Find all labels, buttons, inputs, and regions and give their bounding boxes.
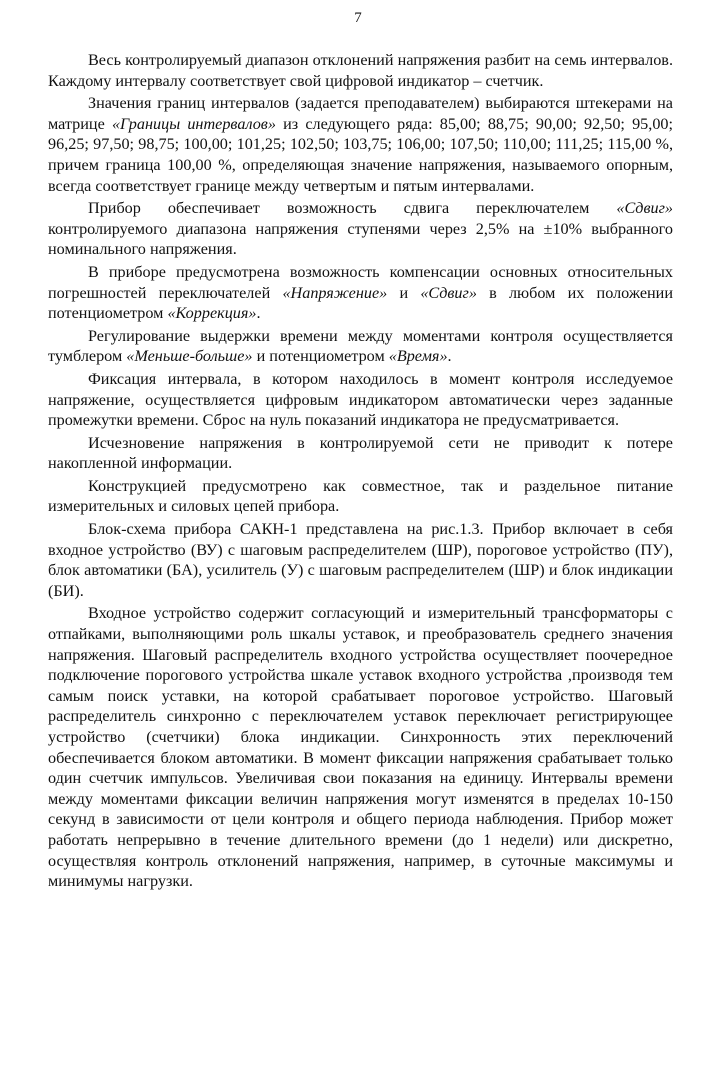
text-run: в любом их положении потенциометром — [48, 283, 673, 323]
italic-term: «Напряжение» — [282, 283, 388, 302]
text-run: Исчезновение напряжения в контролируемой сети не приводит к потере накопленной информации. — [48, 433, 673, 473]
text-run: Значения границ интервалов (задается преподавателем) выбираются штекерами на матрице — [48, 94, 673, 133]
italic-term: «Сдвиг» — [616, 199, 673, 218]
text-run: Фиксация интервала, в котором находилось в момент контроля исследуемое напряжение, осуществляется цифровым индикатором автоматически через заданные промежутки времени. Сброс на нуль показаний индикатора не предусматривается. — [48, 369, 673, 430]
text-run: Блок-схема прибора САКН-1 представлена на рис.1.3. Прибор включает в себя входное устройство (ВУ) с шаговым распределителем (ШР), пороговое устройство (ПУ), блок автоматики (БА), усилитель (У) с шаговым распределителем (ШР) и блок индикации (БИ). — [48, 520, 673, 600]
text-run: Конструкцией предусмотрено как совместное, так и раздельное питание измерительных и силовых цепей прибора. — [48, 476, 673, 516]
paragraph — [48, 50, 673, 91]
italic-term: «Меньше-больше» — [126, 347, 253, 366]
text-run: Прибор обеспечивает возможность сдвига переключателем — [88, 199, 617, 218]
text-run: из следующего ряда: 85,00; 88,75; 90,00; 92,50; 95,00; 96,25; 97,50; 98,75; 100,00; 101,25; 102,50; 103,75; 106,00; 107,50; 110,00; 111,25; 115,00 %, причем граница 100,00 %, определяющая значение напряжения, называемого опорным, всегда соответствует границе между четвертым и пятым интервалами. — [48, 114, 674, 195]
text-run: и — [387, 283, 421, 302]
text-run: и потенциометром — [252, 347, 389, 366]
italic-term: «Коррекция» — [167, 304, 257, 323]
text-run: . — [447, 347, 452, 366]
paragraph — [48, 433, 673, 474]
paragraph — [48, 198, 673, 260]
page-number: 7 — [354, 10, 362, 26]
paragraph — [48, 476, 673, 517]
italic-term: «Время» — [388, 347, 448, 366]
paragraph — [48, 93, 673, 196]
paragraph — [48, 369, 673, 431]
text-run: Весь контролируемый диапазон отклонений напряжения разбит на семь интервалов. Каждому интервалу соответствует свой цифровой индикатор – счетчик. — [48, 51, 673, 90]
text-run: . — [256, 304, 261, 323]
text-run: контролируемого диапазона напряжения ступенями через 2,5% на ±10% выбранного номинального напряжения. — [48, 219, 673, 259]
body-text — [48, 50, 673, 892]
italic-term: «Границы интервалов» — [111, 114, 276, 133]
italic-term: «Сдвиг» — [420, 283, 477, 302]
paragraph — [48, 262, 673, 324]
text-run: Входное устройство содержит согласующий и измерительный трансформаторы с отпайками, выполняющими роль шкалы уставок, и преобразователь среднего значения напряжения. Шаговый распределитель входного устройства осуществляет поочередное подключение порогового устройства шкале уставок входного устройства ,производя тем самым поиск уставки, на которой срабатывает пороговое устройство. Шаговый распределитель синхронно с переключателем уставок переключает регистрирующее устройство (счетчики) блока индикации. Синхронность этих переключений обеспечивается блоком автоматики. В момент фиксации напряжения срабатывает только один счетчик импульсов. Увеличивая свои показания на единицу. Интервалы времени между моментами фиксации величин напряжения могут изменятся в пределах 10-150 секунд в зависимости от цели контроля и общего периода наблюдения. Прибор может работать непрерывно в течение длительного времени (до 1 недели) или дискретно, осуществляя контроль отклонений напряжения, например, в суточные максимумы и минимумы нагрузки. — [48, 604, 673, 891]
paragraph — [48, 326, 673, 367]
text-run: В приборе предусмотрена возможность компенсации основных относительных погрешностей переключателей — [48, 262, 673, 302]
paragraph — [48, 603, 673, 891]
paragraph — [48, 519, 673, 601]
text-run: Регулирование выдержки времени между моментами контроля осуществляется тумблером — [48, 326, 673, 366]
